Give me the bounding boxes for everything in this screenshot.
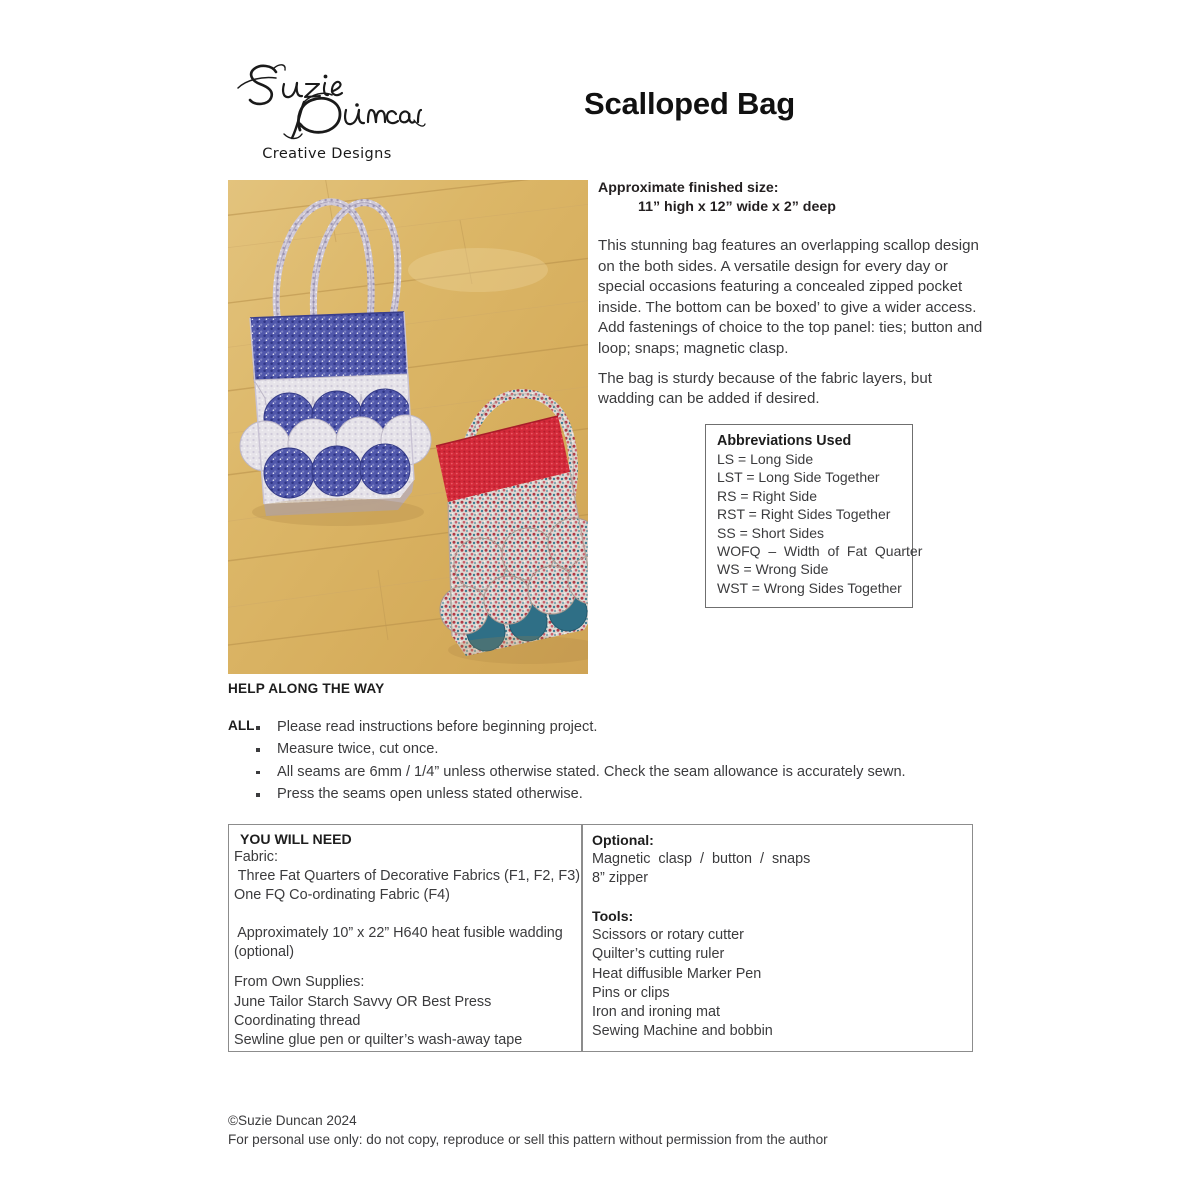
own-supplies-label: From Own Supplies:: [234, 974, 365, 991]
wadding-line: Approximately 10” x 22” H640 heat fusible wadding: [234, 925, 563, 942]
product-photo-illustration: [228, 180, 588, 674]
usage-notice-line: For personal use only: do not copy, reproduce or sell this pattern without permission from the author: [228, 1132, 828, 1148]
product-photo: [228, 180, 588, 674]
tools-label: Tools:: [592, 908, 634, 925]
abbreviation-item: LST = Long Side Together: [717, 469, 880, 486]
tools-item: Quilter’s cutting ruler: [592, 946, 725, 963]
wadding-optional-line: (optional): [234, 944, 294, 961]
you-will-need-table: [228, 824, 973, 1052]
abbreviation-item: SS = Short Sides: [717, 524, 825, 541]
tools-item: Pins or clips: [592, 984, 670, 1001]
description-paragraph-2: The bag is sturdy because of the fabric layers, but wadding can be added if desired.: [598, 369, 932, 408]
abbreviation-item: RST = Right Sides Together: [717, 506, 891, 523]
description-paragraph-1: This stunning bag features an overlapping scallop design on the both sides. A versatile design for every day or special occasions featuring a concealed zipped pocket inside. The bottom can be boxed’ to give a wider access. Add fastenings of choice to the top panel: ties; button and loop; snaps; magnetic clasp.: [598, 237, 983, 357]
you-will-need-title: YOU WILL NEED: [240, 831, 352, 847]
page-title: Scalloped Bag: [584, 86, 796, 121]
optional-label: Optional:: [592, 832, 654, 848]
spacer: [234, 962, 581, 973]
help-bullet-item: Measure twice, cut once.: [248, 740, 948, 759]
abbreviations-box: [705, 424, 923, 608]
finished-size-block: [598, 179, 988, 216]
help-bullet-item: All seams are 6mm / 1/4” unless otherwise stated. Check the seam allowance is accurately sewn.: [248, 763, 948, 782]
tools-item: Sewing Machine and bobbin: [592, 1022, 773, 1039]
abbreviations-title: Abbreviations Used: [717, 433, 852, 449]
fabric-item: Three Fat Quarters of Decorative Fabrics (F1, F2, F3): [234, 868, 581, 885]
finished-size-dimensions: 11” high x 12” wide x 2” deep: [638, 198, 836, 215]
fabric-label: Fabric:: [234, 849, 278, 865]
abbreviations-list: [717, 450, 923, 597]
footer: [228, 1111, 928, 1150]
optional-item: 8” zipper: [592, 870, 648, 887]
tools-item: Iron and ironing mat: [592, 1003, 720, 1020]
you-will-need-left-column: [229, 825, 582, 1051]
you-will-need-right-column: [582, 825, 972, 1051]
spacer: [234, 905, 581, 924]
tools-item: Scissors or rotary cutter: [592, 927, 744, 944]
own-supplies-item: June Tailor Starch Savvy OR Best Press: [234, 993, 492, 1010]
abbreviation-item: LS = Long Side: [717, 451, 814, 467]
description-block: [598, 236, 984, 410]
spacer: [592, 888, 972, 907]
logo-tagline: Creative Designs: [262, 146, 392, 162]
help-section-heading: HELP ALONG THE WAY: [228, 681, 385, 696]
fabric-item: One FQ Co-ordinating Fabric (F4): [234, 887, 450, 904]
help-bullet-item: Press the seams open unless stated otherwise.: [248, 785, 948, 804]
optional-item: Magnetic clasp / button / snaps: [592, 851, 811, 868]
abbreviation-item: RS = Right Side: [717, 487, 817, 504]
suzie-duncan-script-logo: [228, 58, 426, 142]
abbreviation-item: WS = Wrong Side: [717, 561, 829, 578]
help-bullet-item: Please read instructions before beginning project.: [248, 718, 948, 737]
help-all-label: ALL: [228, 718, 255, 733]
abbreviation-item: WOFQ – Width of Fat Quarter: [717, 543, 923, 560]
tools-item: Heat diffusible Marker Pen: [592, 965, 762, 982]
own-supplies-item: Coordinating thread: [234, 1012, 361, 1029]
copyright-line: ©Suzie Duncan 2024: [228, 1113, 357, 1128]
abbreviation-item: WST = Wrong Sides Together: [717, 579, 902, 596]
own-supplies-item: Sewline glue pen or quilter’s wash-away tape: [234, 1031, 523, 1048]
finished-size-label: Approximate finished size:: [598, 180, 779, 196]
brand-logo: [228, 56, 426, 176]
help-bullet-list: [248, 718, 948, 808]
